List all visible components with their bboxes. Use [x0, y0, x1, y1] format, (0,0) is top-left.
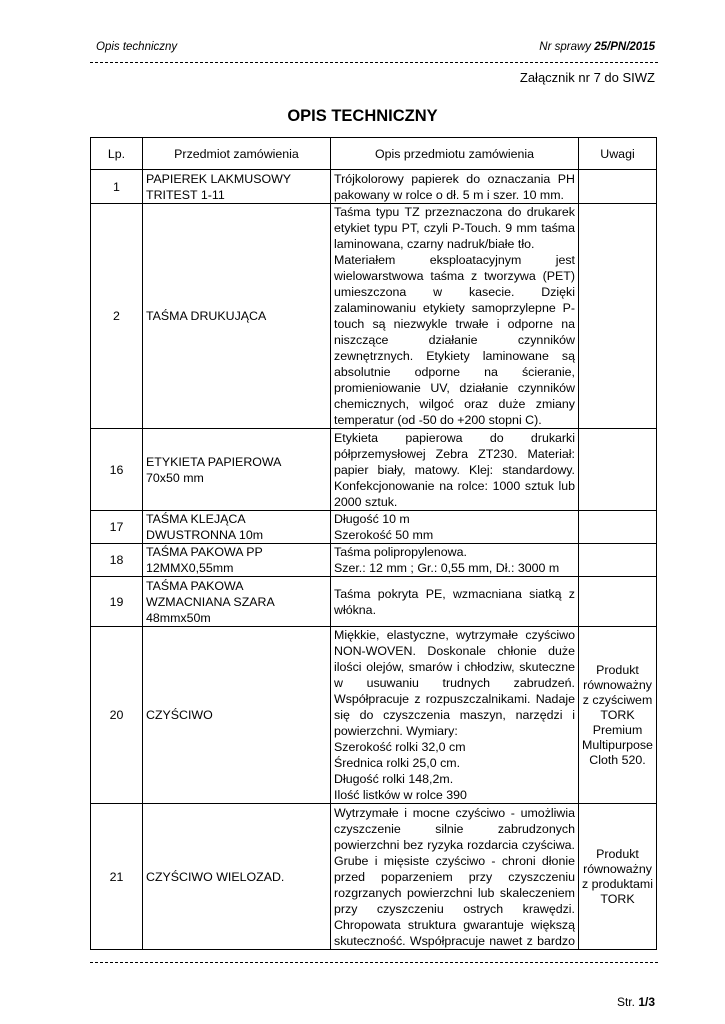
- row-description: [331, 170, 579, 204]
- page-title: OPIS TECHNICZNY: [287, 107, 438, 125]
- description-line: touch są niezwykle trwałe i odporne na: [334, 317, 575, 331]
- row-item: [143, 627, 331, 804]
- table-row: [91, 511, 657, 544]
- item-line: PAPIEREK LAKMUSOWY: [146, 171, 292, 186]
- row-notes: [579, 170, 657, 204]
- description-line: Długość rolki 148,2m.: [334, 772, 454, 786]
- item-line: TAŚMA DRUKUJĄCA: [146, 309, 267, 323]
- table-row: [91, 804, 657, 950]
- notes-line: Produkt: [596, 846, 639, 861]
- row-lp: 21: [91, 804, 143, 950]
- description-line: przed poparzeniem przy czyszczeniu: [334, 869, 575, 884]
- item-line: 48mmx50m: [146, 610, 211, 625]
- row-notes: [579, 511, 657, 544]
- header-document-title: Opis techniczny: [96, 41, 178, 53]
- notes-line: równoważny: [583, 677, 652, 692]
- row-description: [331, 627, 579, 804]
- row-item: [143, 577, 331, 627]
- description-line: Współpracuje z rozpuszczalnikami. Nadaje: [334, 692, 575, 706]
- item-line: TAŚMA PAKOWA: [146, 578, 244, 593]
- row-description: [331, 204, 579, 429]
- description-line: Trójkolorowy papierek do oznaczania PH: [334, 171, 575, 186]
- page-value: 1/3: [638, 995, 655, 1009]
- notes-line: Produkt: [596, 662, 639, 677]
- header-case-number: [539, 41, 655, 53]
- footer-divider: [90, 962, 658, 963]
- description-line: Grube i mięsiste czyściwo - chroni dłonie: [334, 853, 575, 868]
- table-row: [91, 627, 657, 804]
- row-lp: 16: [91, 429, 143, 511]
- description-line: się do czyszczenia maszyn, narzędzi i: [334, 708, 575, 722]
- description-line: temperatur (od -50 do +200 stopni C).: [334, 413, 542, 427]
- attachment-label: Załącznik nr 7 do SIWZ: [519, 70, 655, 85]
- description-line: absolutnie odporne na ścieranie,: [334, 365, 575, 379]
- notes-line: Cloth 520.: [589, 752, 646, 767]
- header-notes: Uwagi: [579, 138, 657, 170]
- notes-line: Multipurpose: [582, 737, 653, 752]
- description-line: papier biały, matowy. Klej: standardowy.: [334, 462, 575, 477]
- row-notes: [579, 627, 657, 804]
- row-description: [331, 804, 579, 950]
- description-line: Wytrzymałe i mocne czyściwo - umożliwia: [334, 805, 575, 820]
- page-label: Str.: [616, 995, 635, 1009]
- row-lp: 2: [91, 204, 143, 429]
- item-line: CZYŚCIWO WIELOZAD.: [146, 869, 285, 884]
- case-number-value: 25/PN/2015: [594, 41, 655, 53]
- description-line: Szerokość rolki 32,0 cm: [334, 740, 466, 754]
- description-line: etykiet typu PT, czyli P-Touch. 9 mm taśma: [334, 221, 575, 235]
- table-row: [91, 204, 657, 429]
- row-lp: 18: [91, 544, 143, 577]
- item-line: DWUSTRONNA 10m: [146, 528, 264, 542]
- description-line: Średnica rolki 25,0 cm.: [334, 756, 461, 770]
- description-line: chemicznych, wilgoć oraz duże zmiany: [334, 397, 575, 411]
- description-line: powierzchni. Wymiary:: [334, 724, 458, 738]
- item-line: TRITEST 1-11: [146, 187, 225, 202]
- header-item: Przedmiot zamówienia: [143, 138, 331, 170]
- description-line: Szerokość 50 mm: [334, 528, 434, 542]
- description-line: wielowarstwowa taśma z tworzywa (PET): [334, 269, 575, 283]
- table-row: [91, 170, 657, 204]
- row-item: [143, 544, 331, 577]
- case-number-label: Nr sprawy: [539, 41, 592, 53]
- item-line: 12MMX0,55mm: [146, 561, 234, 575]
- description-line: zalaminowaniu etykiety samoprzylepne P-: [334, 301, 575, 315]
- item-line: TAŚMA KLEJĄCA: [146, 512, 246, 526]
- notes-line: równoważny: [583, 861, 652, 876]
- description-line: pakowany w rolce o dł. 5 m i szer. 10 mm.: [334, 187, 565, 202]
- notes-line: z produktami: [582, 876, 653, 891]
- description-line: Długość 10 m: [334, 512, 410, 526]
- description-line: Miękkie, elastyczne, wytrzymałe czyściwo: [334, 628, 575, 642]
- description-line: promieniowanie UV, działanie czynników: [334, 381, 575, 395]
- description-line: Taśma typu TZ przeznaczona do drukarek: [334, 205, 575, 219]
- description-line: umieszczona w kasecie. Dzięki: [334, 285, 575, 299]
- notes-line: z czyściwem: [582, 692, 653, 707]
- table-row: [91, 429, 657, 511]
- row-notes: [579, 544, 657, 577]
- table-header-row: [91, 138, 657, 170]
- description-line: niszczące działanie czynników: [334, 333, 575, 347]
- description-line: Etykieta papierowa do drukarki: [334, 430, 575, 445]
- description-line: rozgrzanych powierzchni lub skaleczeniem: [334, 885, 575, 900]
- row-item: [143, 429, 331, 511]
- description-line: przy czyszczeniu ostrych krawędzi.: [334, 901, 575, 916]
- description-line: w usuwaniu trudnych zabrudzeń.: [334, 676, 575, 690]
- description-line: ilości olejów, smarów i chłodziw, skuteczne: [334, 660, 575, 674]
- description-line: Materiałem eksploatacyjnym jest: [334, 253, 575, 267]
- notes-line: TORK: [600, 891, 635, 906]
- item-line: CZYŚCIWO: [146, 708, 213, 722]
- item-line: 70x50 mm: [146, 470, 204, 485]
- description-line: NON-WOVEN. Doskonale chłonie duże: [334, 644, 575, 658]
- description-line: Ilość listków w rolce 390: [334, 788, 467, 802]
- row-item: [143, 804, 331, 950]
- row-lp: 20: [91, 627, 143, 804]
- header-lp: Lp.: [91, 138, 143, 170]
- row-description: [331, 429, 579, 511]
- notes-line: TORK: [600, 707, 635, 722]
- row-item: [143, 204, 331, 429]
- row-description: [331, 511, 579, 544]
- header-description: Opis przedmiotu zamówienia: [331, 138, 579, 170]
- description-line: Szer.: 12 mm ; Gr.: 0,55 mm, Dł.: 3000 m: [334, 561, 560, 575]
- header-divider: [90, 62, 658, 63]
- row-lp: 17: [91, 511, 143, 544]
- row-lp: 19: [91, 577, 143, 627]
- description-line: włókna.: [334, 602, 377, 617]
- item-line: WZMACNIANA SZARA: [146, 594, 275, 609]
- row-description: [331, 544, 579, 577]
- row-description: [331, 577, 579, 627]
- notes-line: Premium: [592, 722, 643, 737]
- item-line: TAŚMA PAKOWA PP: [146, 545, 263, 559]
- description-line: powierzchni bez ryzyka rozdarcia czyściwa.: [334, 837, 575, 852]
- specification-table: [90, 137, 657, 950]
- description-line: półprzemysłowej Zebra ZT230. Materiał:: [334, 446, 575, 461]
- description-line: czyszczenie silnie zabrudzonych: [334, 821, 575, 836]
- row-notes: [579, 429, 657, 511]
- table-row: [91, 544, 657, 577]
- row-notes: [579, 204, 657, 429]
- table-row: [91, 577, 657, 627]
- description-line: Chropowata struktura gwarantuje większą: [334, 917, 575, 932]
- description-line: Taśma pokryta PE, wzmacniana siatką z: [334, 586, 575, 601]
- row-lp: 1: [91, 170, 143, 204]
- page-number: [617, 995, 655, 1009]
- row-item: [143, 170, 331, 204]
- item-line: ETYKIETA PAPIEROWA: [146, 454, 282, 469]
- row-notes: [579, 804, 657, 950]
- description-line: laminowana, czarny nadruk/białe tło.: [334, 237, 535, 251]
- description-line: Taśma polipropylenowa.: [334, 545, 467, 559]
- row-notes: [579, 577, 657, 627]
- description-line: skuteczność. Współpracuje nawet z bardzo: [334, 933, 575, 948]
- description-line: 2000 sztuk.: [334, 494, 398, 509]
- row-item: [143, 511, 331, 544]
- description-line: Konfekcjonowanie na rolce: 1000 sztuk lub: [334, 478, 575, 493]
- description-line: zewnętrznych. Etykiety laminowane są: [334, 349, 575, 363]
